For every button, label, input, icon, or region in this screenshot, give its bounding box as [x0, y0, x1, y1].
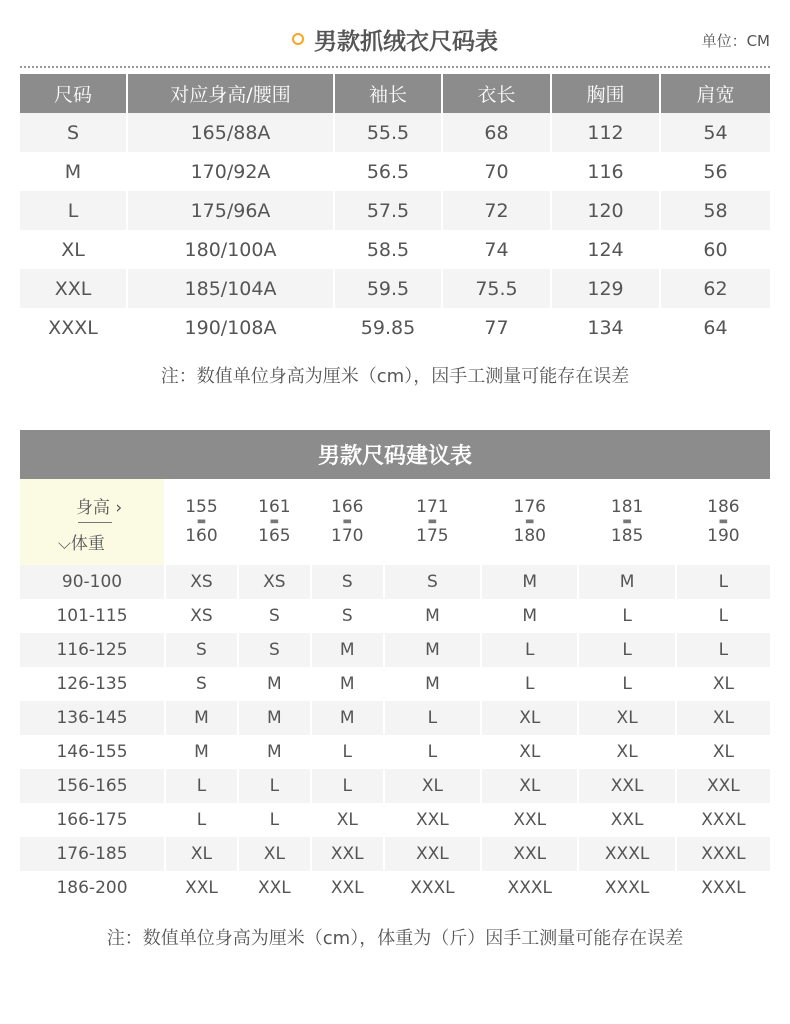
size-recommend-cell: L — [312, 735, 385, 769]
size-recommend-cell: XS — [239, 565, 312, 599]
size-recommend-cell: L — [312, 769, 385, 803]
recommend-table-header-row — [20, 479, 770, 565]
size-recommend-cell: XXL — [385, 803, 482, 837]
size-recommend-cell: XXXL — [579, 871, 676, 905]
size-recommend-cell: XXXL — [482, 871, 579, 905]
height-range-to: 160 — [185, 526, 218, 546]
col-header-length: 衣长 — [443, 74, 552, 113]
size-recommend-cell: S — [239, 599, 312, 633]
range-dash: ▬ — [269, 516, 280, 527]
size-recommend-cell: M — [166, 701, 239, 735]
size-recommend-cell: XXL — [312, 837, 385, 871]
cell-sleeve: 57.5 — [335, 191, 443, 230]
cell-sleeve: 59.5 — [335, 269, 443, 308]
size-recommend-cell: XXXL — [385, 871, 482, 905]
cell-chest: 116 — [552, 152, 661, 191]
recommend-table-row — [20, 701, 770, 735]
size-recommend-cell: XXXL — [579, 837, 676, 871]
dotted-divider — [20, 66, 770, 68]
cell-sleeve: 59.85 — [335, 308, 443, 347]
height-range-to: 180 — [513, 526, 546, 546]
size-recommend-cell: L — [579, 599, 676, 633]
size-recommend-cell: S — [385, 565, 482, 599]
recommend-table-row — [20, 769, 770, 803]
size-recommend-cell: XL — [166, 837, 239, 871]
size-recommend-cell: XXL — [579, 769, 676, 803]
height-range-to: 190 — [707, 526, 740, 546]
weight-range-cell: 126-135 — [20, 667, 166, 701]
cell-height-waist: 180/100A — [128, 230, 335, 269]
size-recommend-cell: XXL — [677, 769, 770, 803]
height-range-to: 185 — [610, 526, 644, 546]
col-header-size: 尺码 — [20, 74, 128, 113]
cell-chest: 134 — [552, 308, 661, 347]
size-recommend-cell: XL — [677, 667, 770, 701]
size-recommend-cell: S — [166, 633, 239, 667]
size-recommend-cell: XL — [482, 769, 579, 803]
size-recommend-cell: M — [579, 565, 676, 599]
cell-height-waist: 190/108A — [128, 308, 335, 347]
col-header-chest: 胸围 — [552, 74, 661, 113]
cell-shoulder: 56 — [661, 152, 770, 191]
size-recommend-cell: XL — [677, 701, 770, 735]
cell-size: XXL — [20, 269, 128, 308]
recommend-table-row — [20, 565, 770, 599]
range-dash: ▬ — [342, 516, 352, 527]
size-table-row — [20, 308, 770, 347]
size-recommend-cell: L — [482, 633, 579, 667]
range-dash: ▬ — [718, 516, 729, 527]
page-title: 男款抓绒衣尺码表 — [314, 28, 498, 55]
height-range-from: 176 — [513, 497, 546, 518]
weight-range-cell: 156-165 — [20, 769, 166, 803]
size-recommend-cell: S — [239, 633, 312, 667]
title-wrap — [20, 18, 770, 60]
size-table-row — [20, 269, 770, 308]
height-range-header — [482, 479, 579, 565]
range-dash: ▬ — [525, 516, 535, 527]
height-range-from: 186 — [707, 497, 740, 518]
size-table-note: 注：数值单位身高为厘米（cm），因手工测量可能存在误差 — [160, 366, 630, 387]
cell-length: 70 — [443, 152, 552, 191]
cell-length: 74 — [443, 230, 552, 269]
size-table — [20, 74, 770, 347]
size-table-row — [20, 113, 770, 152]
cell-sleeve: 56.5 — [335, 152, 443, 191]
size-recommend-cell: M — [385, 667, 482, 701]
weight-range-cell: 166-175 — [20, 803, 166, 837]
size-recommend-cell: XL — [482, 701, 579, 735]
height-range-from: 181 — [610, 497, 644, 518]
size-recommend-cell: L — [579, 633, 676, 667]
cell-size: L — [20, 191, 128, 230]
size-recommend-cell: XL — [239, 837, 312, 871]
size-recommend-cell: XL — [312, 803, 385, 837]
weight-range-cell: 90-100 — [20, 565, 166, 599]
cell-size: S — [20, 113, 128, 152]
size-recommend-cell: L — [385, 735, 482, 769]
cell-chest: 124 — [552, 230, 661, 269]
size-recommend-cell: L — [166, 803, 239, 837]
height-range-to: 175 — [416, 526, 449, 546]
size-recommend-cell: XXL — [482, 837, 579, 871]
range-dash: ▬ — [196, 516, 207, 527]
size-recommend-cell: S — [312, 565, 385, 599]
size-recommend-cell: XS — [166, 565, 239, 599]
height-range-to: 170 — [331, 526, 364, 546]
recommend-table-row — [20, 599, 770, 633]
size-recommend-cell: XXL — [239, 871, 312, 905]
cell-chest: 129 — [552, 269, 661, 308]
cell-sleeve: 58.5 — [335, 230, 443, 269]
weight-range-cell: 146-155 — [20, 735, 166, 769]
height-range-from: 171 — [416, 497, 449, 518]
size-recommend-cell: S — [166, 667, 239, 701]
range-dash: ▬ — [427, 516, 438, 527]
weight-range-cell: 176-185 — [20, 837, 166, 871]
corner-cell — [20, 479, 166, 565]
recommend-table-row — [20, 667, 770, 701]
recommend-table-row — [20, 837, 770, 871]
cell-height-waist: 165/88A — [128, 113, 335, 152]
size-recommend-cell: M — [239, 735, 312, 769]
cell-shoulder: 60 — [661, 230, 770, 269]
size-table-header-row — [20, 74, 770, 113]
cell-height-waist: 175/96A — [128, 191, 335, 230]
size-recommend-cell: XXL — [482, 803, 579, 837]
height-range-from: 166 — [331, 497, 364, 518]
cell-chest: 120 — [552, 191, 661, 230]
size-table-row — [20, 191, 770, 230]
height-range-header — [579, 479, 676, 565]
recommend-table-row — [20, 803, 770, 837]
circle-bullet-icon — [292, 33, 304, 45]
cell-height-waist: 170/92A — [128, 152, 335, 191]
range-dash: ▬ — [622, 516, 632, 527]
col-header-shoulder: 肩宽 — [661, 74, 770, 113]
size-recommend-cell: L — [239, 803, 312, 837]
size-recommend-cell: M — [482, 565, 579, 599]
size-table-row — [20, 152, 770, 191]
size-recommend-cell: M — [239, 667, 312, 701]
size-recommend-cell: XXL — [166, 871, 239, 905]
unit-label: 单位：CM — [701, 32, 770, 50]
size-recommend-cell: XXXL — [677, 871, 770, 905]
corner-divider — [78, 522, 112, 523]
size-recommend-cell: XS — [166, 599, 239, 633]
weight-range-cell: 136-145 — [20, 701, 166, 735]
height-axis-label: 身高 › — [76, 498, 123, 518]
cell-shoulder: 62 — [661, 269, 770, 308]
size-recommend-cell: XL — [482, 735, 579, 769]
size-table-row — [20, 230, 770, 269]
recommend-table-row — [20, 735, 770, 769]
col-header-height-waist: 对应身高/腰围 — [128, 74, 335, 113]
height-range-header — [166, 479, 239, 565]
cell-height-waist: 185/104A — [128, 269, 335, 308]
weight-range-cell: 186-200 — [20, 871, 166, 905]
weight-range-cell: 116-125 — [20, 633, 166, 667]
cell-size: XL — [20, 230, 128, 269]
size-recommend-cell: L — [677, 599, 770, 633]
size-recommend-cell: S — [312, 599, 385, 633]
size-recommend-cell: L — [579, 667, 676, 701]
cell-shoulder: 64 — [661, 308, 770, 347]
col-header-sleeve: 袖长 — [335, 74, 443, 113]
cell-length: 68 — [443, 113, 552, 152]
size-recommend-cell: XL — [677, 735, 770, 769]
recommend-table-title: 男款尺码建议表 — [20, 430, 770, 479]
size-recommend-cell: M — [385, 633, 482, 667]
weight-axis-label: ⌵体重 — [58, 534, 105, 554]
size-recommend-cell: L — [166, 769, 239, 803]
page-header — [20, 18, 770, 66]
weight-range-cell: 101-115 — [20, 599, 166, 633]
size-recommend-cell: L — [385, 701, 482, 735]
height-range-header — [677, 479, 770, 565]
size-recommend-cell: L — [482, 667, 579, 701]
cell-size: M — [20, 152, 128, 191]
size-recommend-cell: M — [482, 599, 579, 633]
size-recommend-cell: M — [166, 735, 239, 769]
recommend-table — [20, 479, 770, 905]
size-recommend-cell: XXL — [385, 837, 482, 871]
cell-shoulder: 54 — [661, 113, 770, 152]
cell-length: 75.5 — [443, 269, 552, 308]
size-recommend-cell: M — [385, 599, 482, 633]
recommend-table-row — [20, 871, 770, 905]
height-range-header — [385, 479, 482, 565]
size-recommend-cell: M — [312, 701, 385, 735]
size-recommend-cell: XXXL — [677, 837, 770, 871]
cell-sleeve: 55.5 — [335, 113, 443, 152]
size-recommend-cell: M — [239, 701, 312, 735]
height-range-header — [239, 479, 312, 565]
size-recommend-cell: XXL — [312, 871, 385, 905]
size-recommend-cell: M — [312, 667, 385, 701]
recommend-table-note: 注：数值单位身高为厘米（cm），体重为（斤）因手工测量可能存在误差 — [106, 928, 684, 949]
size-recommend-cell: XL — [579, 701, 676, 735]
recommend-table-row — [20, 633, 770, 667]
size-recommend-cell: M — [312, 633, 385, 667]
size-recommend-cell: XL — [579, 735, 676, 769]
height-range-from: 161 — [258, 497, 291, 518]
size-recommend-cell: L — [677, 565, 770, 599]
cell-chest: 112 — [552, 113, 661, 152]
cell-shoulder: 58 — [661, 191, 770, 230]
cell-size: XXXL — [20, 308, 128, 347]
cell-length: 72 — [443, 191, 552, 230]
size-recommend-cell: XXXL — [677, 803, 770, 837]
height-range-to: 165 — [258, 526, 291, 546]
height-range-from: 155 — [185, 497, 218, 518]
height-range-header — [312, 479, 385, 565]
size-recommend-cell: L — [239, 769, 312, 803]
size-recommend-cell: L — [677, 633, 770, 667]
size-recommend-cell: XXL — [579, 803, 676, 837]
size-recommend-cell: XL — [385, 769, 482, 803]
cell-length: 77 — [443, 308, 552, 347]
